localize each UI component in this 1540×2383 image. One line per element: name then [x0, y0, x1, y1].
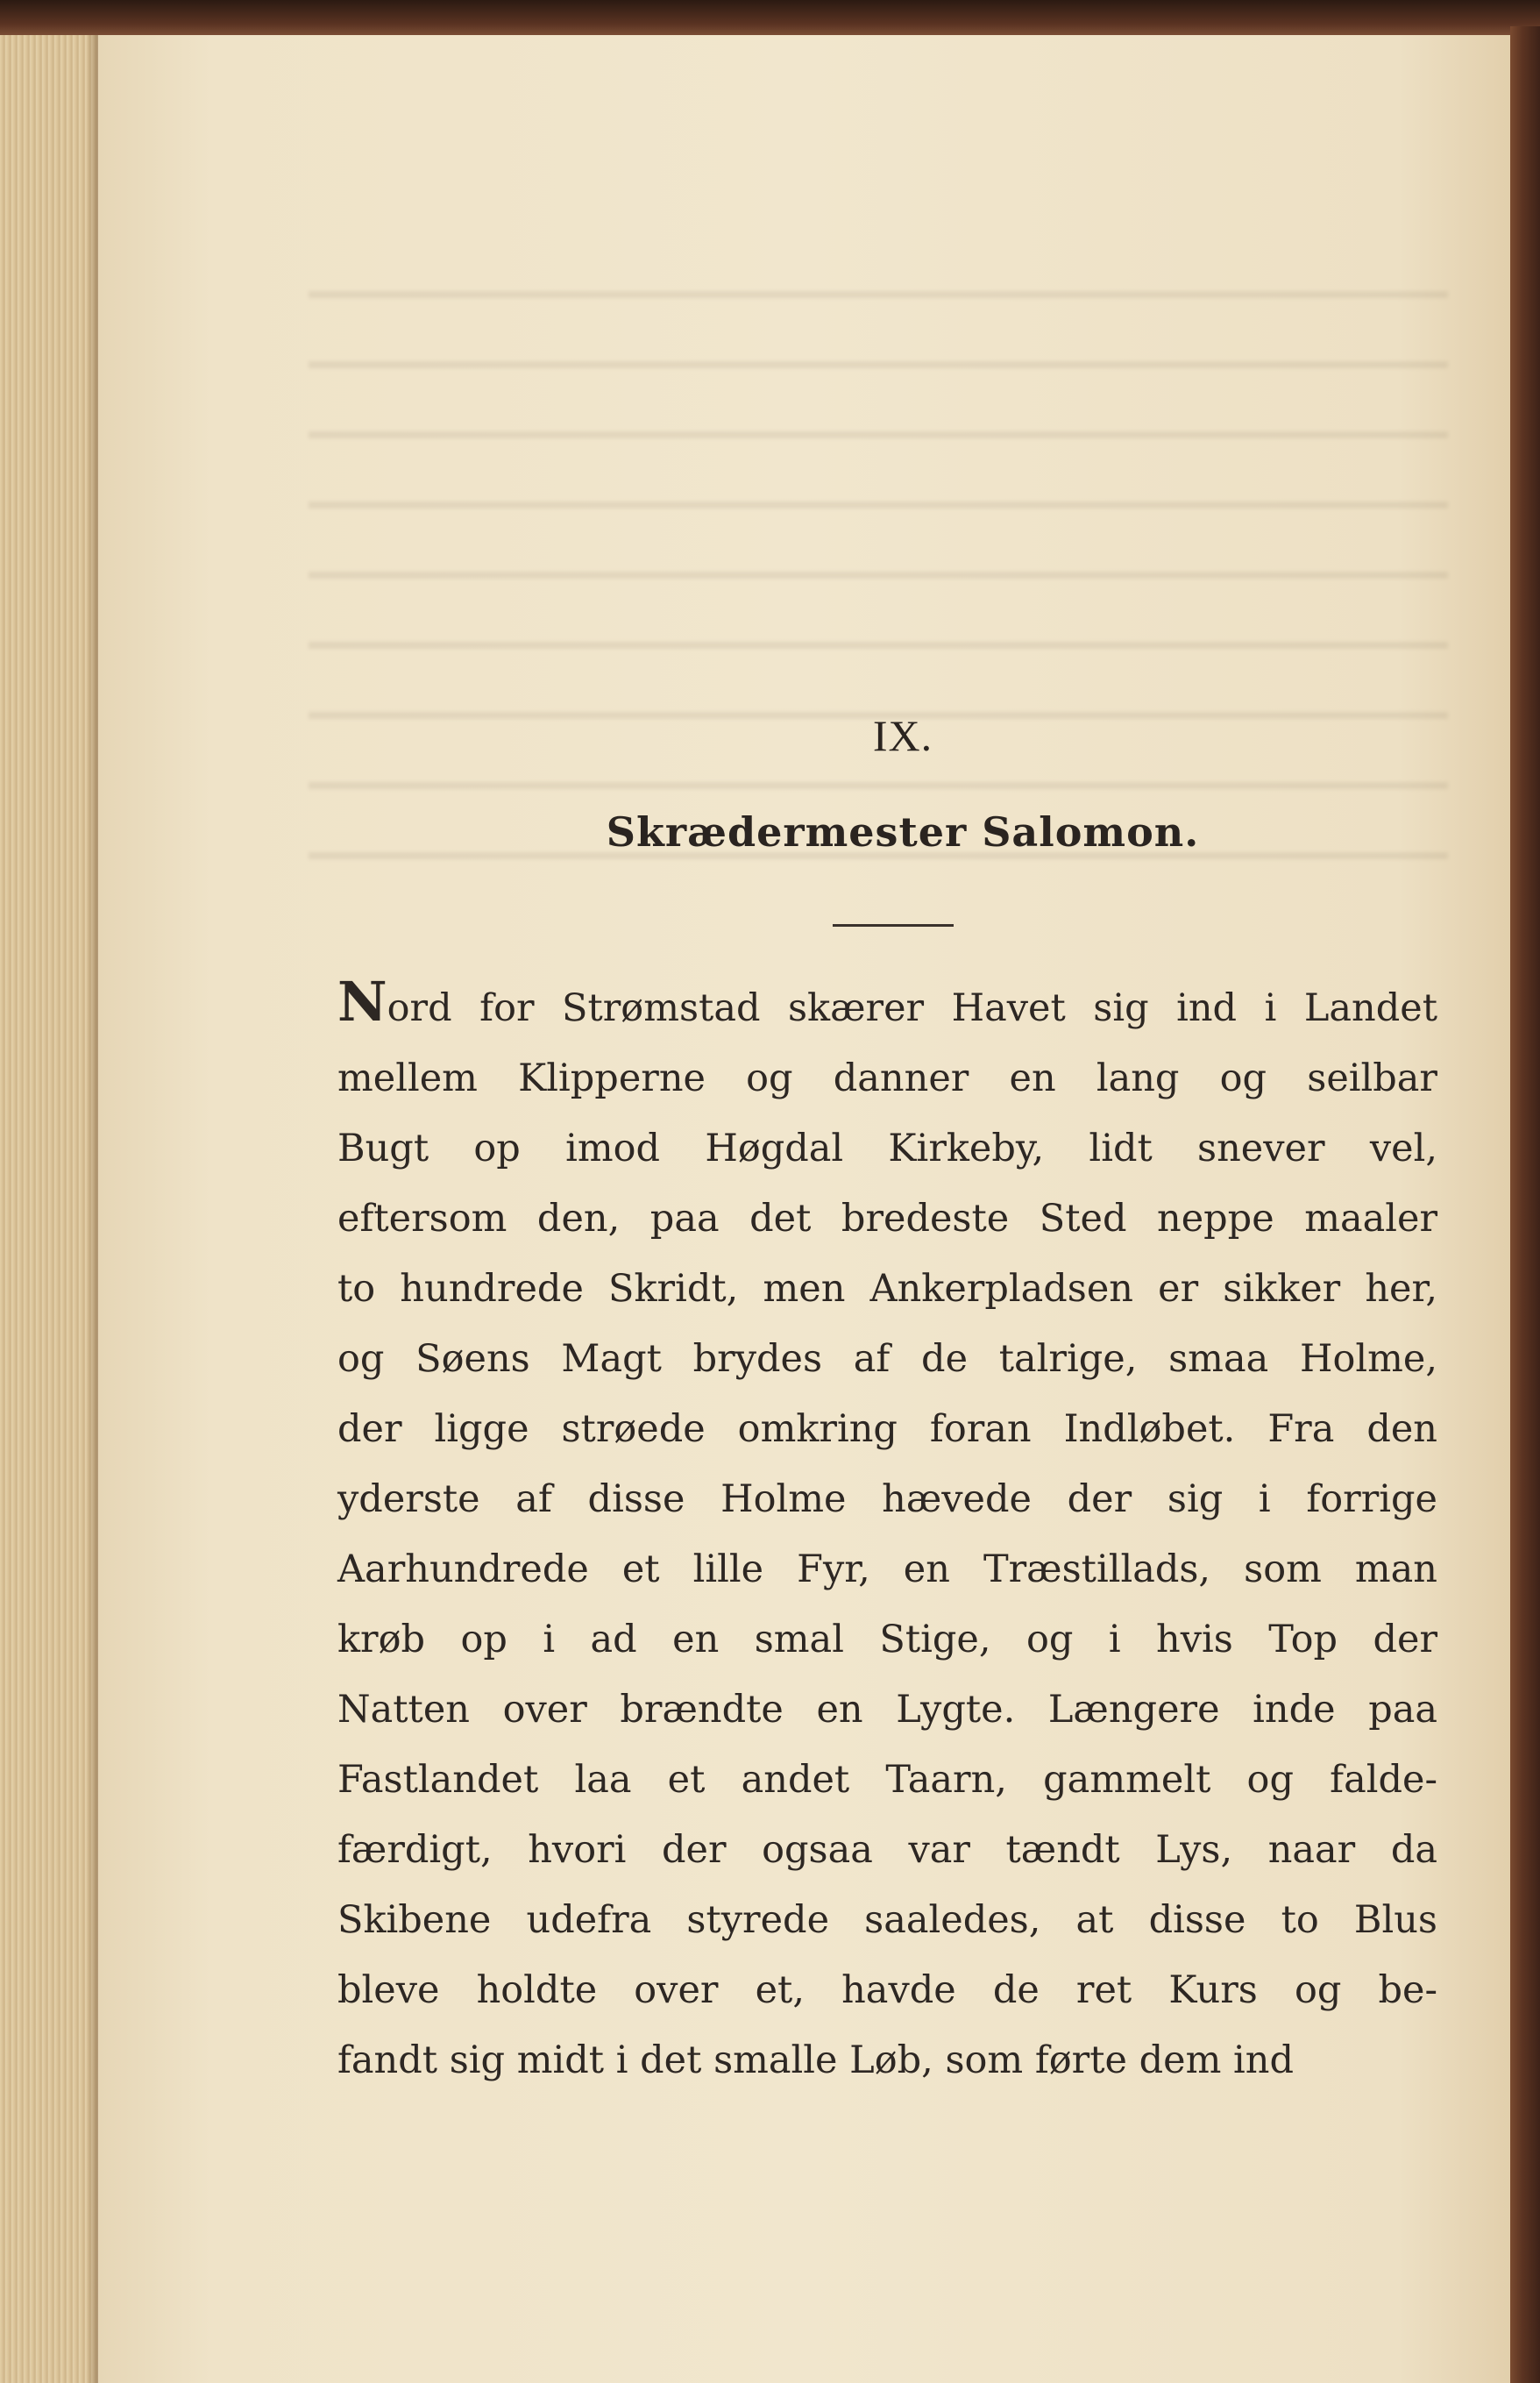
body-line: Aarhundrede et lille Fyr, en Træstillads, som man — [337, 1547, 1437, 1591]
body-line: fandt sig midt i det smalle Løb, som førte dem ind — [337, 2038, 1295, 2082]
chapter-title: Skrædermester Salomon. — [606, 808, 1200, 856]
body-line: krøb op i ad en smal Stige, og i hvis Top der — [337, 1618, 1437, 1661]
body-line: der ligge strøede omkring foran Indløbet. Fra den — [337, 1407, 1437, 1451]
body-line: Natten over brændte en Lygte. Længere inde paa — [337, 1688, 1437, 1732]
body-line: bleve holdte over et, havde de ret Kurs og be- — [337, 1968, 1437, 2012]
body-line: Bugt op imod Høgdal Kirkeby, lidt snever vel, — [337, 1127, 1437, 1170]
body-line: eftersom den, paa det bredeste Sted neppe maaler — [337, 1197, 1437, 1241]
chapter-body — [337, 970, 1437, 2095]
body-line-1 — [337, 970, 1437, 1043]
left-page-stack — [0, 35, 98, 2383]
body-line: og Søens Magt brydes af de talrige, smaa Holme, — [337, 1337, 1437, 1381]
body-line: Skibene udefra styrede saaledes, at disse to Blus — [337, 1898, 1437, 1942]
body-line: færdigt, hvori der ogsaa var tændt Lys, naar da — [337, 1828, 1437, 1872]
drop-initial: N — [337, 970, 387, 1034]
chapter-number: IX. — [872, 711, 933, 760]
title-divider — [833, 924, 954, 927]
body-line: Fastlandet laa et andet Taarn, gammelt og falde- — [337, 1758, 1437, 1802]
body-line: mellem Klipperne og danner en lang og seilbar — [337, 1056, 1437, 1100]
first-line-text: ord for Strømstad skærer Havet sig ind i Landet — [387, 986, 1437, 1030]
body-line: yderste af disse Holme hævede der sig i forrige — [337, 1477, 1437, 1521]
body-line: to hundrede Skridt, men Ankerpladsen er sikker her, — [337, 1267, 1437, 1311]
right-book-cover — [1510, 26, 1540, 2383]
